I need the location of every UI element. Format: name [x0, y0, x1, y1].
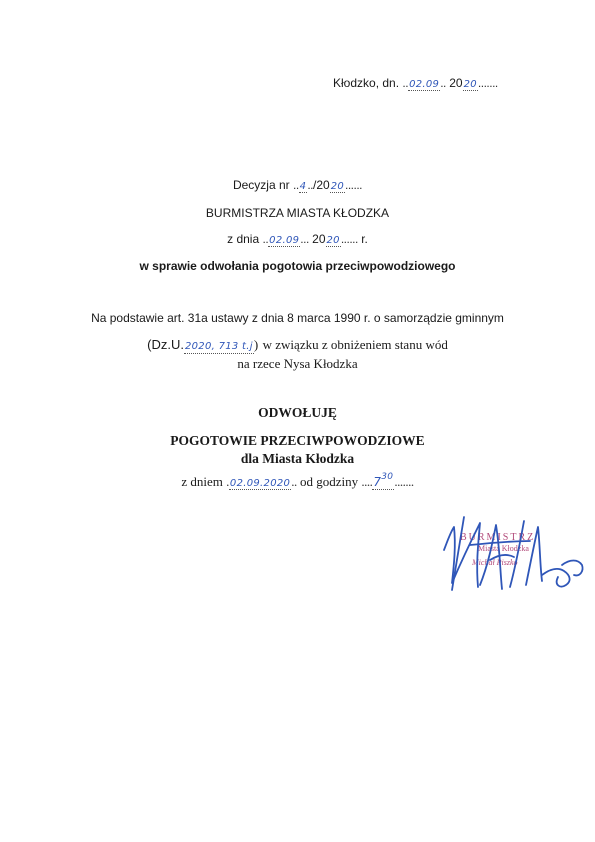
stamp-subtitle: Miasta Kłodzka [478, 544, 529, 553]
journal-prefix: (Dz.U. [147, 337, 184, 352]
handwritten-journal-reference: 2020, 713 t.j [184, 337, 254, 354]
year-prefix: 20 [449, 76, 463, 90]
decision-subject: w sprawie odwołania pogotowia przeciwpowodziowego [139, 259, 456, 273]
stamp-title: BURMISTRZ [460, 532, 536, 543]
ruling-verb: ODWOŁUJĘ [258, 405, 337, 420]
place-label: Kłodzko, dn. [333, 76, 400, 90]
date-prefix: z dnia [227, 232, 260, 246]
date-year-prefix: 20 [312, 232, 326, 246]
legal-basis-line: Na podstawie art. 31a ustawy z dnia 8 marca 1990 r. o samorządzie gminnym [91, 311, 504, 325]
handwritten-decision-date-year: 20 [326, 235, 340, 246]
ruling-scope: dla Miasta Kłodzka [240, 451, 355, 466]
handwritten-ruling-hour: $7^{30}$ [373, 472, 394, 489]
handwritten-decision-year: 20 [330, 181, 345, 192]
place-date-line: Kłodzko, dn. ..02.09.. 2020....... [333, 76, 498, 90]
ruling-object: POGOTOWIE PRZECIWPOWODZIOWE [170, 433, 425, 448]
legal-basis-reason: w związku z obniżeniem stanu wód [262, 337, 448, 352]
handwritten-decision-date: 02.09 [269, 235, 300, 246]
ruling-date-prefix: z dniem [181, 474, 223, 489]
stamp-name: Michał Piszko [472, 558, 518, 567]
legal-basis-journal-line [0, 336, 595, 354]
handwritten-date: 02.09 [409, 79, 440, 90]
decision-year-prefix: /20 [313, 178, 330, 192]
handwritten-ruling-date: 02.09.2020 [229, 475, 291, 490]
authority-heading: BURMISTRZA MIASTA KŁODZKA [205, 206, 390, 220]
signature-scribble [430, 505, 590, 600]
handwritten-year: 20 [463, 79, 477, 90]
date-suffix: r. [361, 232, 368, 246]
ruling-time-line: z dniem .02.09.2020.. od godziny ....7$^{30}$....... [181, 472, 414, 489]
handwritten-decision-number: 4 [299, 181, 307, 192]
journal-suffix: ) [253, 337, 259, 352]
river-line: na rzece Nysa Kłodzka [237, 356, 358, 371]
decision-title: Decyzja nr [232, 178, 290, 192]
decision-date-line: z dnia ..02.09... 2020...... r. [227, 232, 368, 246]
decision-number-line: Decyzja nr ..4../2020...... [232, 178, 363, 192]
ruling-time-prefix: od godziny [299, 474, 359, 489]
